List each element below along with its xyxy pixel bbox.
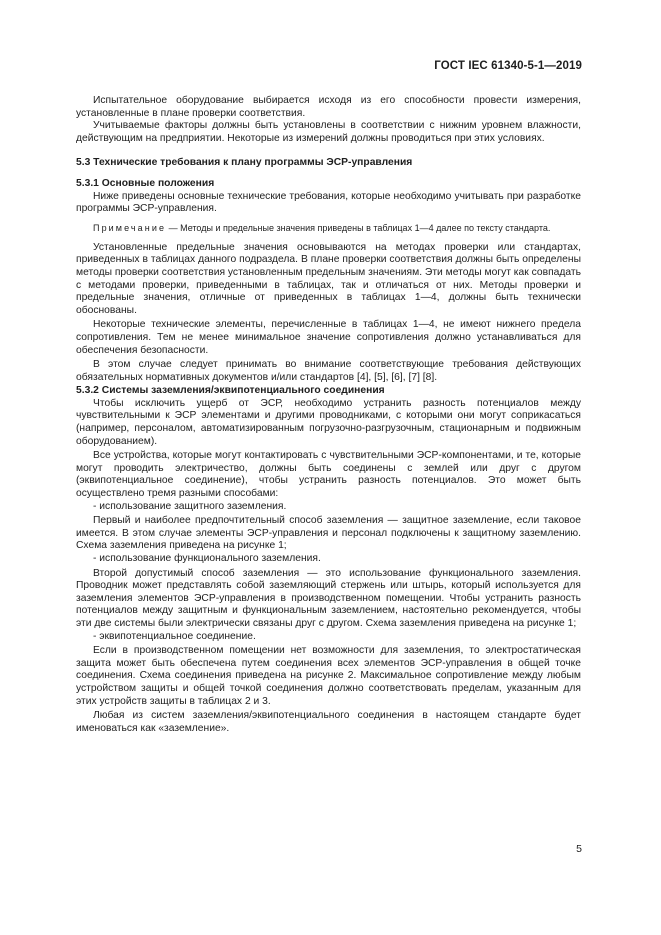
section-5-3-1-paragraph-3: Некоторые технические элементы, перечисленные в таблицах 1—4, не имеют нижнего предела сопротивления. Тем не менее минимальное значение сопротивления должно устанавливаться для обеспечения безопасности. — [76, 319, 581, 356]
intro-paragraph-1: Испытательное оборудование выбирается исходя из его способности провести измерения, установленные в плане проверки соответствия. — [76, 95, 581, 119]
list-item-protective-earth: - использование защитного заземления. — [93, 500, 287, 512]
intro-paragraph-2: Учитываемые факторы должны быть установлены в соответствии с нижним уровнем влажности, действующим на предприятии. Некоторые из измерений должны проводиться при этих условиях. — [76, 120, 581, 144]
note-paragraph — [76, 223, 581, 234]
note-text: — Методы и предельные значения приведены в таблицах 1—4 далее по тексту стандарта. — [166, 222, 551, 233]
page-body — [76, 95, 581, 735]
section-5-3-2-paragraph-4: Второй допустимый способ заземления — это использование функционального заземления. Проводник может представлять собой заземляющий стержень или штырь, который используется для заземления элементов ЭСР-управления в производственном помещении. Чтобы устранить разность потенциалов между защитным и функциональным заземлением, настоятельно рекомендуется, чтобы эти две системы были электрически связаны друг с другом. Схема заземления приведена на рисунке 1; — [76, 567, 581, 629]
section-5-3-heading: 5.3 Технические требования к плану программы ЭСР-управления — [76, 157, 413, 169]
section-5-3-1-paragraph-1: Ниже приведены основные технические требования, которые необходимо учитывать при разработке программы ЭСР-управления. — [76, 190, 581, 215]
section-5-3-1-paragraph-4: В этом случае следует принимать во внимание соответствующие требования действующих обязательных нормативных документов и/или стандартов [4], [5], [6], [7] [8]. — [76, 359, 581, 383]
section-5-3-2-paragraph-6: Любая из систем заземления/эквипотенциального соединения в настоящем стандарте будет именоваться как «заземление». — [76, 710, 581, 734]
section-5-3-2-paragraph-1: Чтобы исключить ущерб от ЭСР, необходимо устранить разность потенциалов между чувствительными к ЭСР элементами и другими проводниками, с которыми они могут соприкасаться (например, персоналом, автоматизированным погрузочно-разгрузочным, стационарным и подвижным оборудованием). — [76, 397, 581, 447]
page-number: 5 — [576, 843, 582, 855]
list-item-functional-earth: - использование функционального заземления. — [93, 553, 321, 564]
section-5-3-1-paragraph-2: Установленные предельные значения основываются на методах проверки или стандартах, приведенных в таблицах данного подраздела. В плане проверки соответствия должны быть определены методы проверки соответствия установленным предельным значениям. Эти методы могут как совпадать с методами проверки, приведенными в таблицах, так и отличаться от них. Методы проверки и предельные значения, отличные от приведенных в таблицах 1—4, должны быть технически обоснованы. — [76, 241, 581, 316]
note-label: Примечание — [93, 222, 167, 233]
section-5-3-2-paragraph-2: Все устройства, которые могут контактировать с чувствительными ЭСР-компонентами, и те, которые могут проводить электричество, должны быть соединены с землей или друг с другом (эквипотенциальное соединение), чтобы устранить разность потенциалов. Это может быть осуществлено тремя разными способами: — [76, 450, 581, 500]
standard-id-header: ГОСТ IEC 61340-5-1—2019 — [434, 60, 582, 72]
section-5-3-2-paragraph-5: Если в производственном помещении нет возможности для заземления, то электростатическая защита может быть обеспечена путем соединения всех элементов ЭСР-управления в общей точке соединения. Схема соединения приведена на рисунке 2. Максимальное сопротивление между любым устройством защиты и общей точкой соединения должно соответствовать пределам, указанным для этих устройств защиты в таблицах 2 и 3. — [76, 645, 581, 707]
section-5-3-2-paragraph-3: Первый и наиболее предпочтительный способ заземления — защитное заземление, если таковое имеется. В этом случае элементы ЭСР-управления и персонал подключены к защитному заземлению. Схема заземления приведена на рисунке 1; — [76, 515, 581, 552]
section-5-3-2-heading: 5.3.2 Системы заземления/эквипотенциального соединения — [76, 385, 385, 397]
section-5-3-1-heading: 5.3.1 Основные положения — [76, 177, 215, 189]
list-item-equipotential-bonding: - эквипотенциальное соединение. — [93, 630, 256, 642]
